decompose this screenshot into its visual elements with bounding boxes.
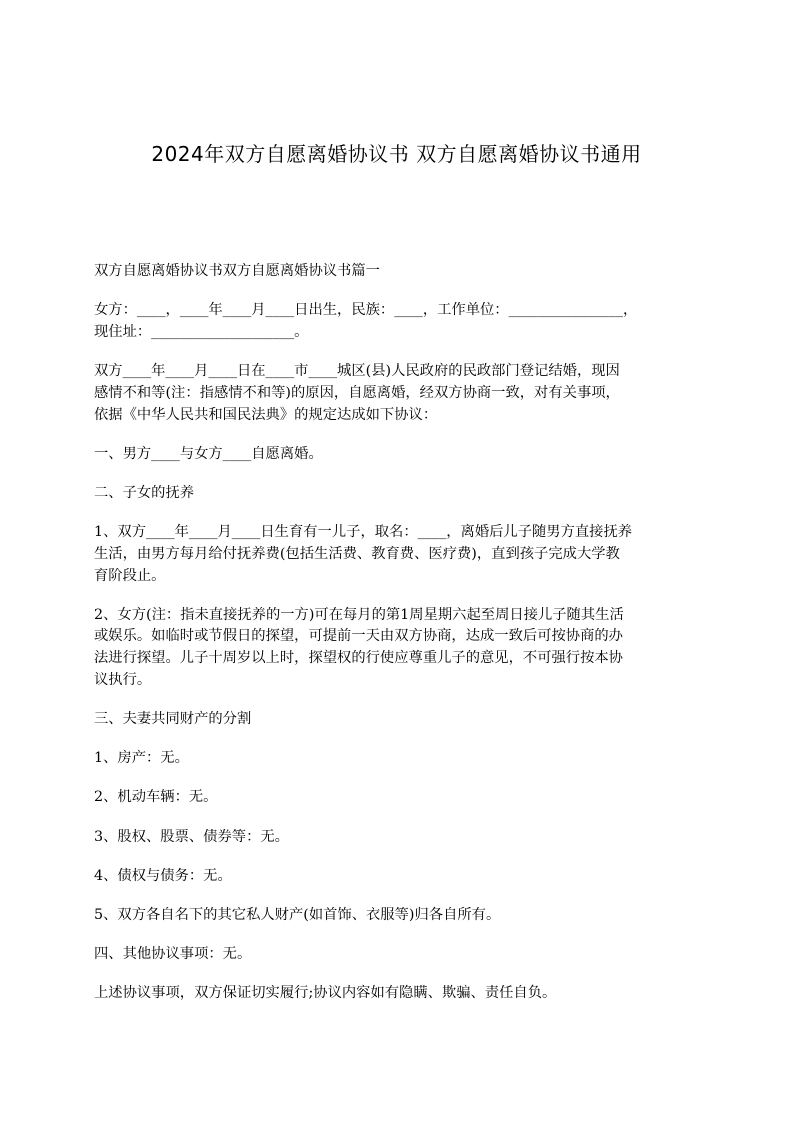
document-body bbox=[94, 261, 704, 1023]
paragraph-line: 1、房产：无。 bbox=[94, 750, 189, 767]
paragraph-line: 双方____年____月____日在____市____城区(县)人民政府的民政部门登记结婚，现因 bbox=[94, 363, 620, 380]
paragraph-line: 3、股权、股票、债券等：无。 bbox=[94, 828, 289, 845]
paragraph bbox=[94, 605, 704, 692]
document-title: 2024年双方自愿离婚协议书 双方自愿离婚协议书通用 bbox=[151, 142, 642, 166]
paragraph-line: 依据《中华人民共和国民法典》的规定达成如下协议： bbox=[94, 406, 438, 423]
paragraph-line: 感情不和等(注：指感情不和等)的原因，自愿离婚，经双方协商一致，对有关事项， bbox=[94, 384, 620, 401]
paragraph bbox=[94, 522, 704, 587]
paragraph-line: 育阶段止。 bbox=[94, 567, 166, 584]
paragraph-line: 二、子女的抚养 bbox=[94, 484, 195, 501]
paragraph-line: 现住址：____________________。 bbox=[94, 323, 309, 340]
paragraph bbox=[94, 709, 704, 731]
paragraph-line: 法进行探望。儿子十周岁以上时，探望权的行使应尊重儿子的意见，不可强行按本协 bbox=[94, 650, 623, 667]
paragraph-line: 生活，由男方每月给付抚养费(包括生活费、教育费、医疗费)，直到孩子完成大学教 bbox=[94, 545, 620, 562]
paragraph bbox=[94, 361, 704, 426]
paragraph-line: 2、机动车辆：无。 bbox=[94, 789, 218, 806]
paragraph-line: 四、其他协议事项：无。 bbox=[94, 946, 252, 963]
paragraph bbox=[94, 748, 704, 770]
paragraph bbox=[94, 300, 704, 343]
paragraph-line: 5、双方各自名下的其它私人财产(如首饰、衣服等)归各自所有。 bbox=[94, 907, 501, 924]
paragraph bbox=[94, 787, 704, 809]
paragraph-line: 或娱乐。如临时或节假日的探望，可提前一天由双方协商，达成一致后可按协商的办 bbox=[94, 628, 623, 645]
paragraph-line: 女方：____，____年____月____日出生，民族：____，工作单位：________________， bbox=[94, 302, 638, 319]
paragraph bbox=[94, 866, 704, 888]
paragraph bbox=[94, 827, 704, 849]
paragraph-line: 议执行。 bbox=[94, 671, 152, 688]
paragraph-line: 一、男方____与女方____自愿离婚。 bbox=[94, 445, 323, 462]
paragraph bbox=[94, 944, 704, 966]
paragraph-line: 三、夫妻共同财产的分割 bbox=[94, 711, 252, 728]
paragraph bbox=[94, 983, 704, 1005]
paragraph bbox=[94, 483, 704, 505]
paragraph-line: 双方自愿离婚协议书双方自愿离婚协议书篇一 bbox=[94, 263, 380, 279]
paragraph bbox=[94, 261, 704, 283]
paragraph bbox=[94, 444, 704, 466]
paragraph-line: 4、债权与债务：无。 bbox=[94, 867, 232, 884]
paragraph-line: 2、女方(注：指未直接抚养的一方)可在每月的第1周星期六起至周日接儿子随其生活 bbox=[94, 606, 624, 623]
paragraph-line: 1、双方____年____月____日生育有一儿子，取名：____，离婚后儿子随男方直接抚养 bbox=[94, 524, 633, 541]
paragraph bbox=[94, 905, 704, 927]
paragraph-line: 上述协议事项，双方保证切实履行;协议内容如有隐瞒、欺骗、责任自负。 bbox=[94, 985, 557, 1002]
